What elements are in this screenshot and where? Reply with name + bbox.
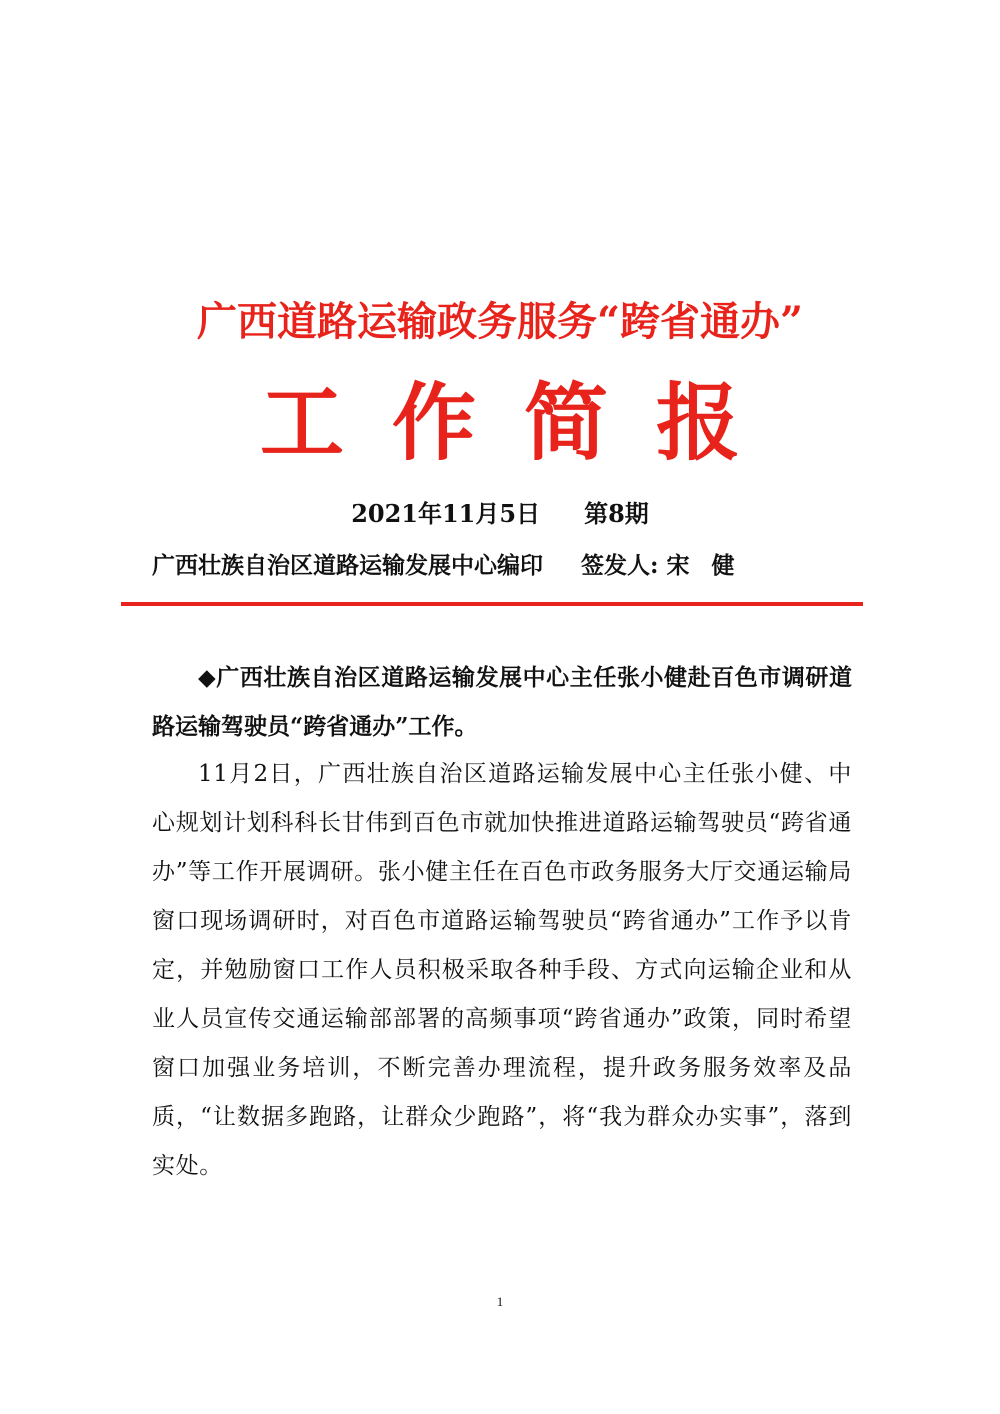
issue-line xyxy=(0,496,1000,532)
article-body: 11月2日，广西壮族自治区道路运输发展中心主任张小健、中心规划计划科科长甘伟到百色市就加快推进道路运输驾驶员“跨省通办”等工作开展调研。张小健主任在百色市政务服务大厅交通运输局窗口现场调研时，对百色市道路运输驾驶员“跨省通办”工作予以肯定，并勉励窗口工作人员积极采取各种手段、方式向运输企业和从业人员宣传交通运输部部署的高频事项“跨省通办”政策，同时希望窗口加强业务培训，不断完善办理流程，提升政务服务效率及品质，“让数据多跑路，让群众少跑路”，将“我为群众办实事”，落到实处。 xyxy=(152,761,852,1179)
signer-label: 签发人: xyxy=(581,552,659,579)
publisher-organization: 广西壮族自治区道路运输发展中心编印 xyxy=(152,552,543,579)
publisher-line xyxy=(152,548,852,584)
issue-date: 2021年11月5日 xyxy=(351,499,541,528)
masthead-title: 广西道路运输政务服务“跨省通办” xyxy=(196,298,803,345)
signer-name: 宋健 xyxy=(666,552,757,579)
issue-number: 第8期 xyxy=(584,499,649,528)
red-divider-rule xyxy=(121,602,863,606)
masthead-brief-name: 工作简报 xyxy=(259,374,788,472)
article-headline: ◆广西壮族自治区道路运输发展中心主任张小健赴百色市调研道路运输驾驶员“跨省通办”工作。 xyxy=(152,664,852,740)
page-number: 1 xyxy=(496,1294,504,1309)
